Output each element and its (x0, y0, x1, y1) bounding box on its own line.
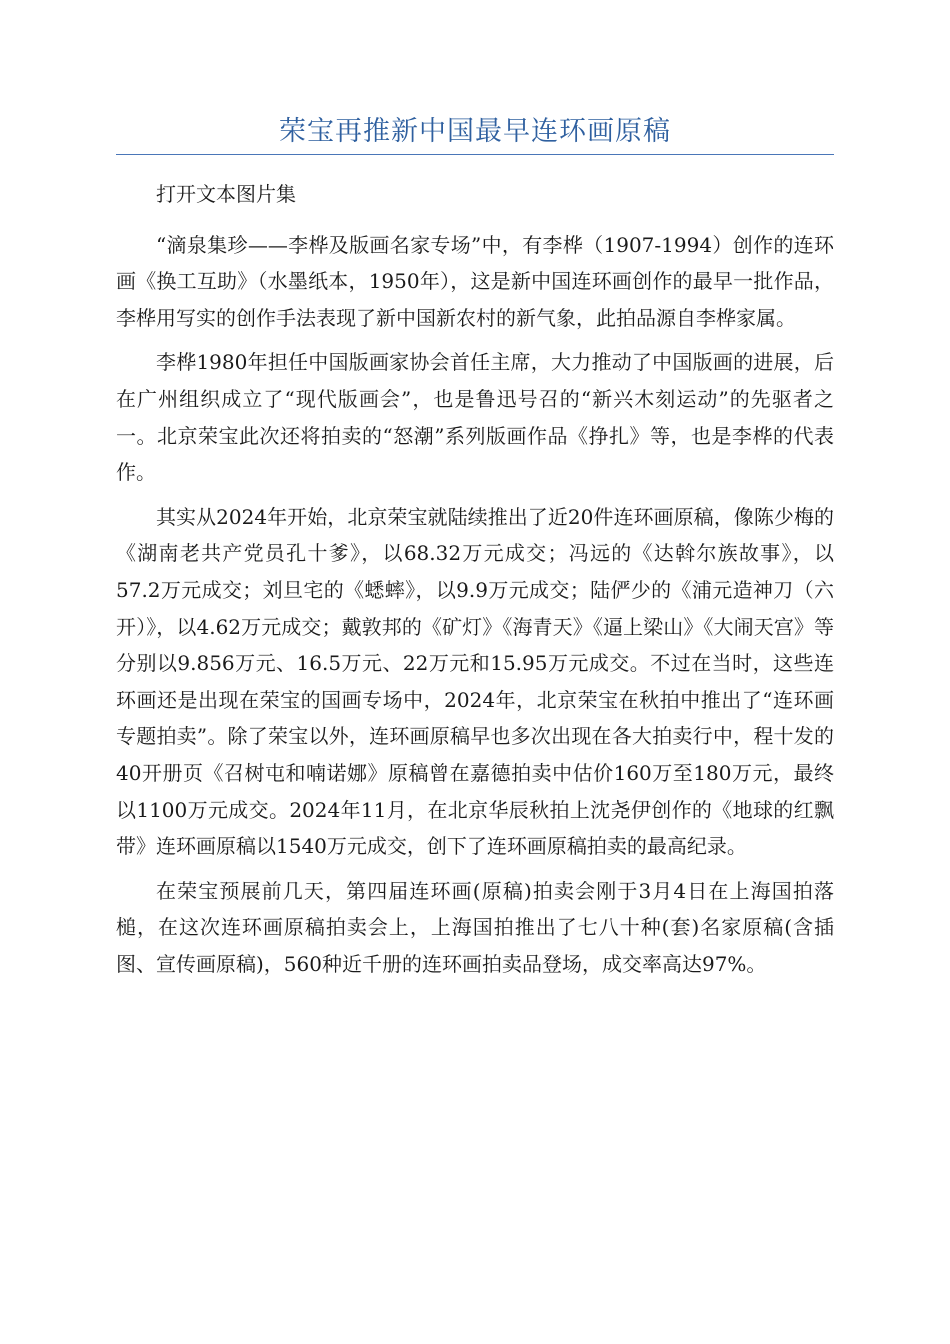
image-gallery-link[interactable]: 打开文本图片集 (156, 182, 296, 206)
paragraph-2: 李桦1980年担任中国版画家协会首任主席，大力推动了中国版画的进展，后在广州组织成立了“现代版画会”，也是鲁迅号召的“新兴木刻运动”的先驱者之一。北京荣宝此次还将拍卖的“怒潮”系列版画作品《挣扎》等，也是李桦的代表作。 (116, 350, 834, 485)
document-title: 荣宝再推新中国最早连环画原稿 (279, 116, 671, 147)
title-underline (116, 154, 834, 155)
paragraph-1: “滴泉集珍——李桦及版画名家专场”中，有李桦（1907-1994）创作的连环画《换工互助》（水墨纸本，1950年），这是新中国连环画创作的最早一批作品，李桦用写实的创作手法表现了新中国新农村的新气象，此拍品源自李桦家属。 (116, 232, 834, 330)
paragraph-3: 其实从2024年开始，北京荣宝就陆续推出了近20件连环画原稿，像陈少梅的《湖南老共产党员孔十爹》，以68.32万元成交；冯远的《达斡尔族故事》，以57.2万元成交；刘旦宅的《蟋蟀》，以9.9万元成交；陆俨少的《浦元造神刀（六开）》，以4.62万元成交；戴敦邦的《矿灯》《海青天》《逼上梁山》《大闹天宫》等分别以9.856万元、16.5万元、22万元和15.95万元成交。不过在当时，这些连环画还是出现在荣宝的国画专场中，2024年，北京荣宝在秋拍中推出了“连环画专题拍卖”。除了荣宝以外，连环画原稿早也多次出现在各大拍卖行中，程十发的40开册页《召树屯和喃诺娜》原稿曾在嘉德拍卖中估价160万至180万元，最终以1100万元成交。2024年11月，在北京华辰秋拍上沈尧伊创作的《地球的红飘带》连环画原稿以1540万元成交，创下了连环画原稿拍卖的最高纪录。 (116, 504, 834, 859)
paragraph-4: 在荣宝预展前几天，第四届连环画(原稿)拍卖会刚于3月4日在上海国拍落槌，在这次连环画原稿拍卖会上，上海国拍推出了七八十种(套)名家原稿(含插图、宣传画原稿)，560种近千册的连环画拍卖品登场，成交率高达97%。 (116, 878, 834, 976)
document-body (116, 176, 834, 990)
